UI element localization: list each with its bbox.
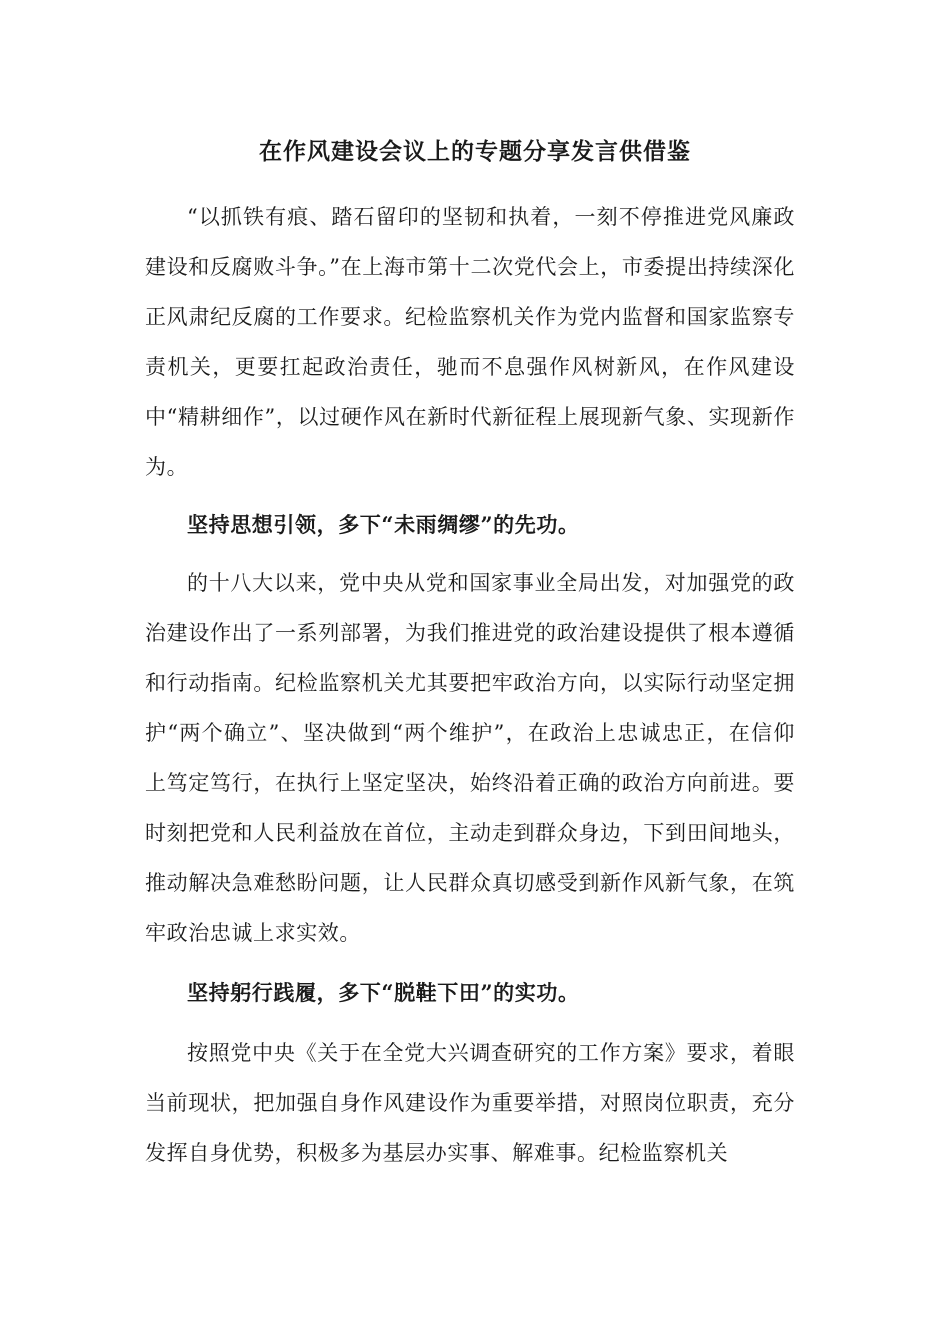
paragraph-section-2: 按照党中央《关于在全党大兴调查研究的工作方案》要求，着眼当前现状，把加强自身作风建设作为重要举措，对照岗位职责，充分发挥自身优势，积极多为基层办实事、解难事。纪检监察机关 bbox=[145, 1041, 795, 1165]
paragraph-intro: “以抓铁有痕、踏石留印的坚韧和执着，一刻不停推进党风廉政建设和反腐败斗争。”在上海市第十二次党代会上，市委提出持续深化正风肃纪反腐的工作要求。纪检监察机关作为党内监督和国家监察专责机关，更要扛起政治责任，驰而不息强作风树新风，在作风建设中“精耕细作”，以过硬作风在新时代新征程上展现新气象、实现新作为。 bbox=[145, 205, 795, 479]
paragraph-section-1: 的十八大以来，党中央从党和国家事业全局出发，对加强党的政治建设作出了一系列部署，为我们推进党的政治建设提供了根本遵循和行动指南。纪检监察机关尤其要把牢政治方向，以实际行动坚定拥护“两个确立”、坚决做到“两个维护”，在政治上忠诚忠正，在信仰上笃定笃行，在执行上坚定坚决，始终沿着正确的政治方向前进。要时刻把党和人民利益放在首位，主动走到群众身边，下到田间地头，推动解决急难愁盼问题，让人民群众真切感受到新作风新气象，在筑牢政治忠诚上求实效。 bbox=[145, 571, 795, 945]
document-title: 在作风建设会议上的专题分享发言供借鉴 bbox=[259, 138, 691, 165]
section-heading-2: 坚持躬行践履，多下“脱鞋下田”的实功。 bbox=[187, 980, 580, 1005]
section-heading-1: 坚持思想引领，多下“未雨绸缪”的先功。 bbox=[187, 512, 580, 537]
